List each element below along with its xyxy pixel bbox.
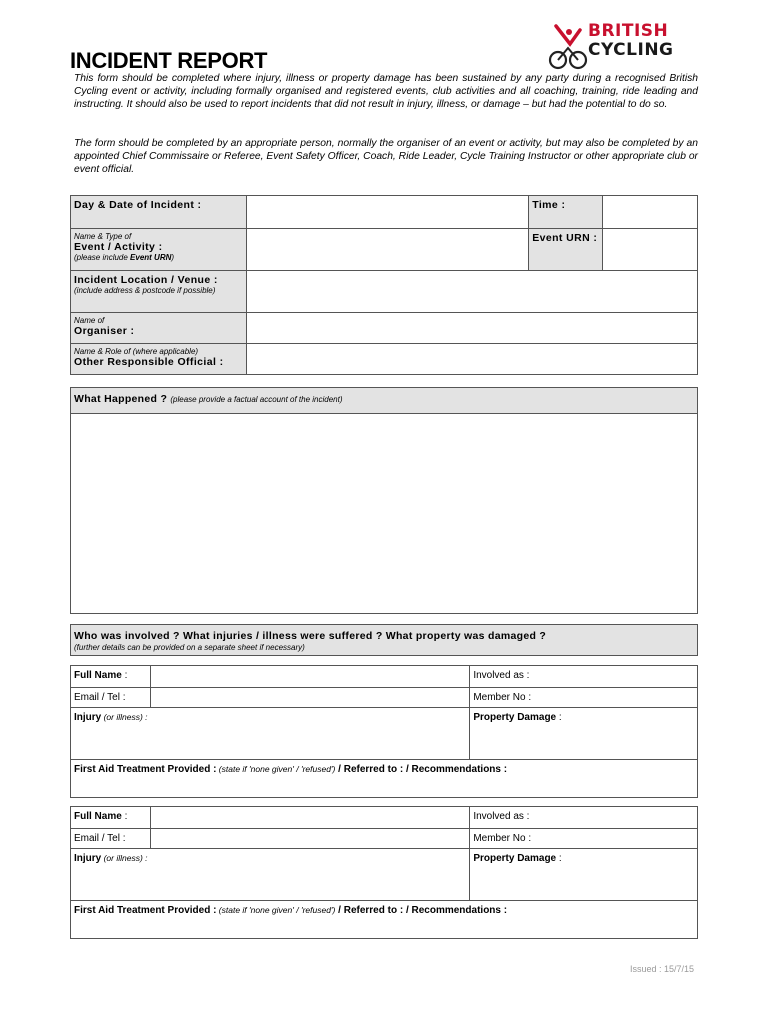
what-happened-label: What Happened ? <box>74 393 168 405</box>
involved-as-label: Involved as : <box>473 811 530 822</box>
logo-line-1: BRITISH <box>588 21 669 41</box>
urn-label: Event URN : <box>532 232 598 244</box>
full-name-label: Full Name <box>74 811 122 822</box>
injury-field[interactable]: Injury (or illness) : <box>71 708 470 760</box>
full-name-field[interactable] <box>150 807 469 829</box>
event-small-label: Name & Type of <box>74 232 132 241</box>
email-label-cell <box>71 688 151 708</box>
email-label: Email / Tel : <box>74 692 126 703</box>
first-aid-label: First Aid Treatment Provided : <box>74 905 217 916</box>
full-name-label-cell: Full Name : <box>71 666 151 688</box>
involved-as-field[interactable] <box>470 666 698 688</box>
event-label: Event / Activity : <box>74 241 163 253</box>
official-label-cell <box>71 344 247 375</box>
person-block-2 <box>70 806 698 939</box>
intro-paragraph-2: The form should be completed by an appropriate person, normally the organiser of an event or activity, but may also be completed by an appointed Chief Commissaire or Referee, Event Safety Officer, Coach, Ride Leader, Cycle Training Instructor or other appropriate club or event official. <box>74 138 698 175</box>
page-title: INCIDENT REPORT <box>70 48 268 73</box>
first-aid-field[interactable]: First Aid Treatment Provided : (state if 'none given' / 'refused') / Referred to : / Recommendations : <box>71 901 698 939</box>
location-label-cell <box>71 271 247 313</box>
time-field[interactable] <box>603 196 698 229</box>
event-label-cell <box>71 229 247 271</box>
member-no-field[interactable] <box>470 829 698 849</box>
time-label-cell <box>529 196 603 229</box>
event-field[interactable] <box>246 229 528 271</box>
official-field[interactable] <box>246 344 697 375</box>
organiser-small-label: Name of <box>74 316 105 325</box>
first-aid-field[interactable]: First Aid Treatment Provided : (state if 'none given' / 'refused') / Referred to : / Recommendations : <box>71 760 698 798</box>
person-block-1 <box>70 665 698 798</box>
issued-date: Issued : 15/7/15 <box>630 964 695 974</box>
organiser-label-cell <box>71 313 247 344</box>
organiser-field[interactable] <box>246 313 697 344</box>
email-label: Email / Tel : <box>74 833 126 844</box>
what-happened-section <box>70 387 698 614</box>
injury-field[interactable]: Injury (or illness) : <box>71 849 470 901</box>
location-note: (include address & postcode if possible) <box>74 286 216 295</box>
official-label: Other Responsible Official : <box>74 356 224 368</box>
urn-field[interactable] <box>603 229 698 271</box>
logo-line-2: CYCLING <box>588 40 674 60</box>
email-label-cell <box>71 829 151 849</box>
injury-label: Injury <box>74 853 102 864</box>
involved-header <box>70 624 698 656</box>
cyclist-icon <box>548 22 588 72</box>
full-name-label-cell: Full Name : <box>71 807 151 829</box>
property-damage-label: Property Damage <box>473 712 557 723</box>
what-happened-field[interactable] <box>71 414 697 613</box>
urn-label-cell <box>529 229 603 271</box>
first-aid-label: First Aid Treatment Provided : <box>74 764 217 775</box>
incident-details-table <box>70 195 698 375</box>
property-damage-field[interactable]: Property Damage : <box>470 708 698 760</box>
member-no-label: Member No : <box>473 692 532 703</box>
involved-note: (further details can be provided on a separate sheet if necessary) <box>74 643 305 652</box>
full-name-field[interactable] <box>150 666 469 688</box>
intro-paragraph-1: This form should be completed where injury, illness or property damage has been sustained by any party during a recognised British Cycling event or activity, including formally organised and registered events, club activities and all coaching, training, ride leading and instructing. It should also be used to report incidents that did not result in injury, illness, or damage – but had the potential to do so. <box>74 73 698 110</box>
involved-as-field[interactable] <box>470 807 698 829</box>
member-no-field[interactable] <box>470 688 698 708</box>
full-name-label: Full Name <box>74 670 122 681</box>
email-field[interactable] <box>150 829 469 849</box>
date-label-cell <box>71 196 247 229</box>
property-damage-label: Property Damage <box>473 853 557 864</box>
email-field[interactable] <box>150 688 469 708</box>
involved-label: Who was involved ? What injuries / illness were suffered ? What property was damaged ? <box>71 625 697 642</box>
british-cycling-logo <box>548 22 698 72</box>
member-no-label: Member No : <box>473 833 532 844</box>
date-label: Day & Date of Incident : <box>74 199 202 211</box>
official-small-label: Name & Role of (where applicable) <box>74 347 199 356</box>
date-field[interactable] <box>246 196 528 229</box>
organiser-label: Organiser : <box>74 325 135 337</box>
time-label: Time : <box>532 199 566 211</box>
property-damage-field[interactable]: Property Damage : <box>470 849 698 901</box>
injury-label: Injury <box>74 712 102 723</box>
what-happened-header <box>71 388 697 414</box>
what-happened-note: (please provide a factual account of the incident) <box>170 395 343 404</box>
location-label: Incident Location / Venue : <box>74 274 218 286</box>
location-field[interactable] <box>246 271 697 313</box>
involved-as-label: Involved as : <box>473 670 530 681</box>
event-note: (please include Event URN) <box>74 253 175 262</box>
